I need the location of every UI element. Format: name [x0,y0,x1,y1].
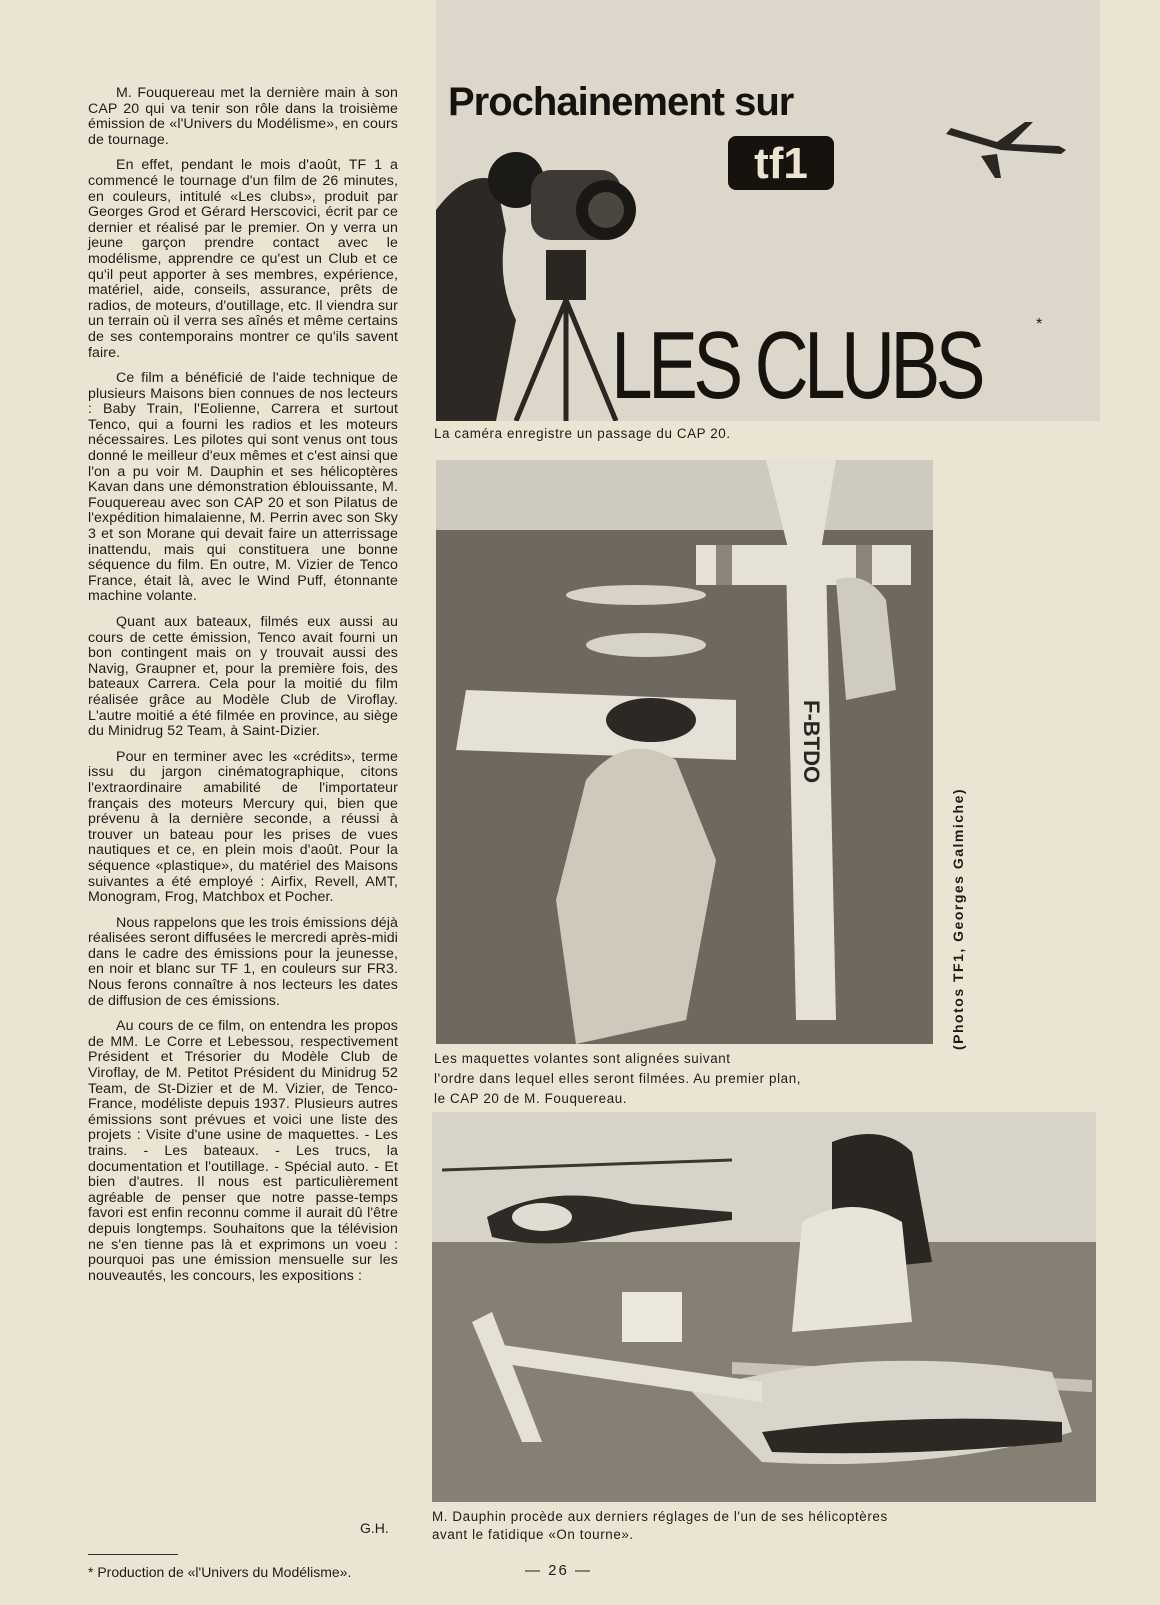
footnote: * Production de «l'Univers du Modélisme». [88,1564,352,1580]
paragraph-5: Pour en terminer avec les «crédits», terme issu du jargon cinématographique, citons l'extraordinaire amabilité de l'importateur français des moteurs Mercury qui, bien que prévenu à la dernière seconde, a réussi à trouver un bateau pour les prises de vues nautiques et ce, en plein mois d'août. Pour la séquence «plastique», du matériel des Maisons suivantes a été employé : Airfix, Revell, AMT, Monogram, Frog, Matchbox et Pocher. [88,748,398,906]
hero-heading: Prochainement sur [448,80,794,124]
caption-models-line-1: Les maquettes volantes sont alignées suivant [434,1051,731,1066]
caption-models-line-2: l'ordre dans lequel elles seront filmées. Au premier plan, [434,1071,802,1086]
photo-helicopter [432,1112,1096,1502]
photo-model-aircraft [436,460,933,1044]
title-footnote-mark: * [1036,316,1043,333]
photo-credit: (Photos TF1, Georges Galmiche) [950,787,966,1050]
caption-helicopter-line-2: avant le fatidique «On tourne». [432,1527,634,1542]
paragraph-2: En effet, pendant le mois d'août, TF 1 a commencé le tournage d'un film de 26 minutes, en couleurs, intitulé «Les clubs», produit par Georges Grod et Gérard Herscovici, écrit par ce dernier et réalisé par le premier. On y verra un jeune garçon prendre contact avec le modélisme, apprendre ce qu'est un Club et ce qu'il peut apporter à ses membres, expérience, matériel, aide, conseils, assurance, prêts de radios, de moteurs, d'outillage, etc. Il viendra sur un terrain où il verra ses aînés et même certains de ses contemporains montrer ce qu'ils savent faire. [88,157,398,361]
tf1-logo-text: tf1 [754,139,808,188]
article-body [88,86,398,1294]
show-title: LES CLUBS [611,312,981,419]
tf1-logo [726,132,836,194]
helicopter-scene [432,1112,1096,1502]
paragraph-7: Au cours de ce film, on entendra les propos de MM. Le Corre et Lebessou, respectivement Président et Trésorier du Modèle Club de Viroflay, de M. Petitot Président du Minidrug 52 Team, de St-Dizier et de M. Vizier, de Tenco-France, modéliste depuis 1937. Plusieurs autres émissions sont prévues et voici une liste des projets : Visite d'une usine de maquettes. - Les trains. - Les bateaux. - Les trucs, la documentation et l'outillage. - Spécial auto. - Et bien d'autres. Il nous est particulièrement agréable de penser que notre passe-temps favori est enfin reconnu comme il aurait dû l'être depuis longtemps. Souhaitons que la télévision ne s'en tienne pas là et exprimons un voeu : pourquoi pas une émission mensuelle sur les nouveautés, les concours, les expositions : [88,1018,398,1284]
hero-banner [436,0,1100,421]
plane-marking: F-BTDO [799,700,824,784]
page-number: — 26 — [525,1562,593,1579]
footnote-rule [88,1554,178,1555]
airplane-icon [941,120,1071,180]
paragraph-1: M. Fouquereau met la dernière main à son CAP 20 qui va tenir son rôle dans la troisième émission de «l'Univers du Modélisme», en cours de tournage. [88,85,398,148]
caption-models-line-3: le CAP 20 de M. Fouquereau. [434,1091,628,1106]
caption-helicopter-line-1: M. Dauphin procède aux derniers réglages de l'un de ses hélicoptères [432,1509,888,1524]
caption-camera: La caméra enregistre un passage du CAP 20. [434,426,731,441]
model-aircraft-scene [436,460,933,1044]
author-signature: G.H. [360,1520,389,1536]
paragraph-6: Nous rappelons que les trois émissions déjà réalisées seront diffusées le mercredi après-midi dans le cadre des émissions pour la jeunesse, en noir et blanc sur TF 1, en couleurs sur FR3. Nous ferons connaître à nos lecteurs les dates de diffusion de ces émissions. [88,914,398,1009]
paragraph-4: Quant aux bateaux, filmés eux aussi au cours de cette émission, Tenco avait fourni un bon contingent mais on y trouvait aussi des Navig, Graupner et, pour la première fois, des bateaux Carrera. Cela pour la moitié du film réalisée grâce au Modèle Club de Viroflay. L'autre moitié a été filmée en province, au siège du Minidrug 52 Team, à Saint-Dizier. [88,614,398,740]
paragraph-3: Ce film a bénéficié de l'aide technique de plusieurs Maisons bien connues de nos lecteurs : Baby Train, l'Eolienne, Carrera et surtout Tenco, qui a fourni les radios et les moteurs nécessaires. Les pilotes qui sont venus ont tous donné le meilleur d'eux mêmes et c'est ainsi que l'on a pu voir M. Dauphin et ses hélicoptères Kavan dans une démonstration éblouissante, M. Fouquereau avec son CAP 20 et son Pilatus de l'expédition himalaienne, M. Perrin avec son Sky 3 et son Morane qui devait faire un atterrissage inattendu, mais qui constituera une bonne séquence du film. En outre, M. Vizier de Tenco France, était là, avec le Wind Puff, étonnante machine volante. [88,370,398,605]
